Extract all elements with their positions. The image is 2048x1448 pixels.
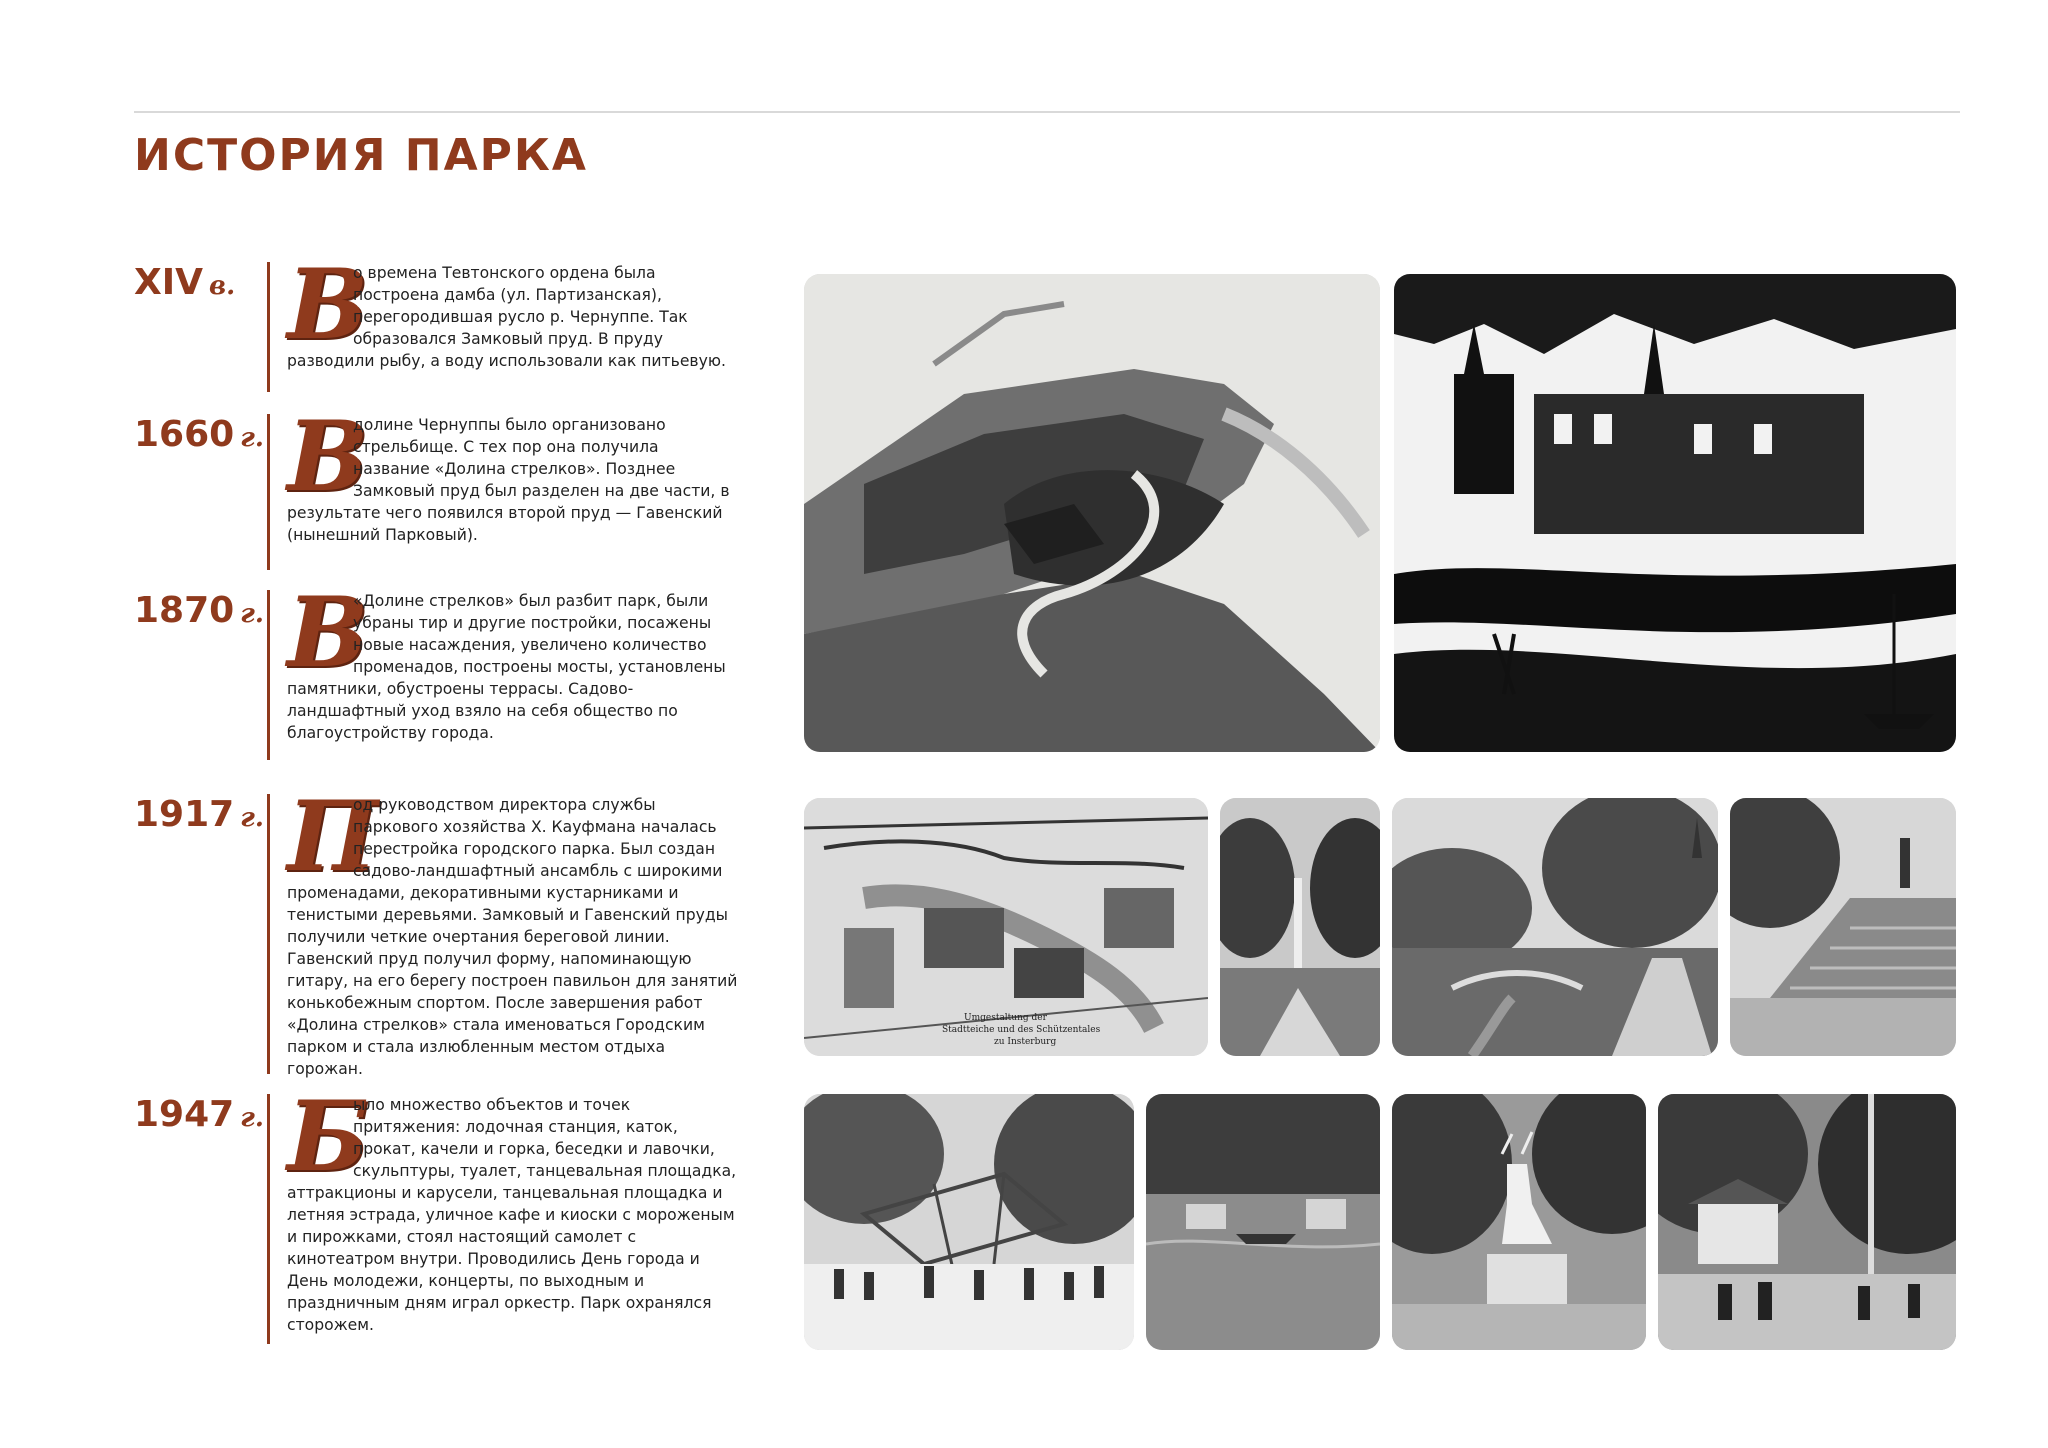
period-text: В «Долине стрелков» был разбит парк, были убраны тир и другие постройки, посажены новые насаждения, увеличено количество променадов, построены мосты, установлены памятники, обустроены террасы. Садово-ландшафтный уход взяло на себя общество по благоустройству города.: [287, 576, 726, 742]
period-1660: [0, 400, 760, 570]
period-date: 1917 г.: [134, 794, 264, 835]
period-date: 1947 г.: [134, 1094, 264, 1135]
map-caption-line2: Stadtteiche und des Schützentales: [942, 1025, 1101, 1035]
period-date: XIV в.: [134, 262, 236, 303]
photo-monument-alley: [1220, 798, 1380, 1056]
period-divider: [267, 262, 270, 392]
page-title: ИСТОРИЯ ПАРКА: [134, 130, 588, 181]
photo-aerial-town-engraving: [804, 274, 1380, 752]
drop-cap: Б: [287, 1080, 370, 1193]
photo-playground: [1658, 1094, 1956, 1350]
period-divider: [267, 414, 270, 570]
photo-carousel-crowd: [804, 1094, 1134, 1350]
drop-cap: П: [287, 780, 378, 893]
period-text: В о времена Тевтонского ордена была построена дамба (ул. Партизанская), перегородившая русло р. Чернуппе. Так образовался Замковый пруд. В пруду разводили рыбу, а воду использовали как питьевую.: [287, 248, 726, 370]
period-text: В долине Чернуппы было организовано стрельбище. С тех пор она получила название «Долина стрелков». Позднее Замковый пруд был разделен на две части, в результате чего появился второй пруд — Гавенский (нынешний Парковый).: [287, 400, 730, 544]
period-1870: [0, 576, 760, 760]
period-divider: [267, 1094, 270, 1344]
period-1917: [0, 780, 760, 1078]
period-text: Б ыло множество объектов и точек притяжения: лодочная станция, каток, прокат, качели и горка, беседки и лавочки, скульптуры, туалет, танцевальная площадка, аттракционы и карусели, танцевальная площадка и летняя эстрада, уличное кафе и киоски с мороженым и пирожками, стоял настоящий самолет с кинотеатром внутри. Проводились День города и День молодежи, концерты, по выходным и праздничным дням играл оркестр. Парк охранялся сторожем.: [287, 1080, 737, 1334]
period-date: 1870 г.: [134, 590, 264, 631]
period-date: 1660 г.: [134, 414, 264, 455]
period-1947: [0, 1080, 760, 1344]
top-divider: [134, 111, 1960, 113]
photo-old-town-woodcut: [1394, 274, 1956, 752]
photo-boat-station: [1146, 1094, 1380, 1350]
drop-cap: В: [287, 400, 369, 513]
photo-park-plan-map: [804, 798, 1208, 1056]
drop-cap: В: [287, 576, 369, 689]
period-divider: [267, 590, 270, 760]
photo-park-terraces: [1730, 798, 1956, 1056]
photo-deer-sculpture: [1392, 1094, 1646, 1350]
map-caption-line3: zu Insterburg: [994, 1037, 1057, 1047]
period-text: П од руководством директора службы паркового хозяйства Х. Кауфмана началась перестройка городского парка. Был создан садово-ландшафтный ансамбль с широкими променадами, декоративными кустарниками и тенистыми деревьями. Замковый и Гавенский пруды получили четкие очертания береговой линии. Гавенский пруд получил форму, напоминающую гитару, на его берегу построен павильон для занятий конькобежным спортом. После завершения работ «Долина стрелков» стала именоваться Городским парком и стала излюбленным местом отдыха горожан.: [287, 780, 738, 1078]
drop-cap: В: [287, 248, 369, 361]
period-divider: [267, 794, 270, 1074]
photo-park-bridge: [1392, 798, 1718, 1056]
period-xiv: [0, 248, 760, 392]
map-caption-line1: Umgestaltung der: [964, 1013, 1047, 1023]
